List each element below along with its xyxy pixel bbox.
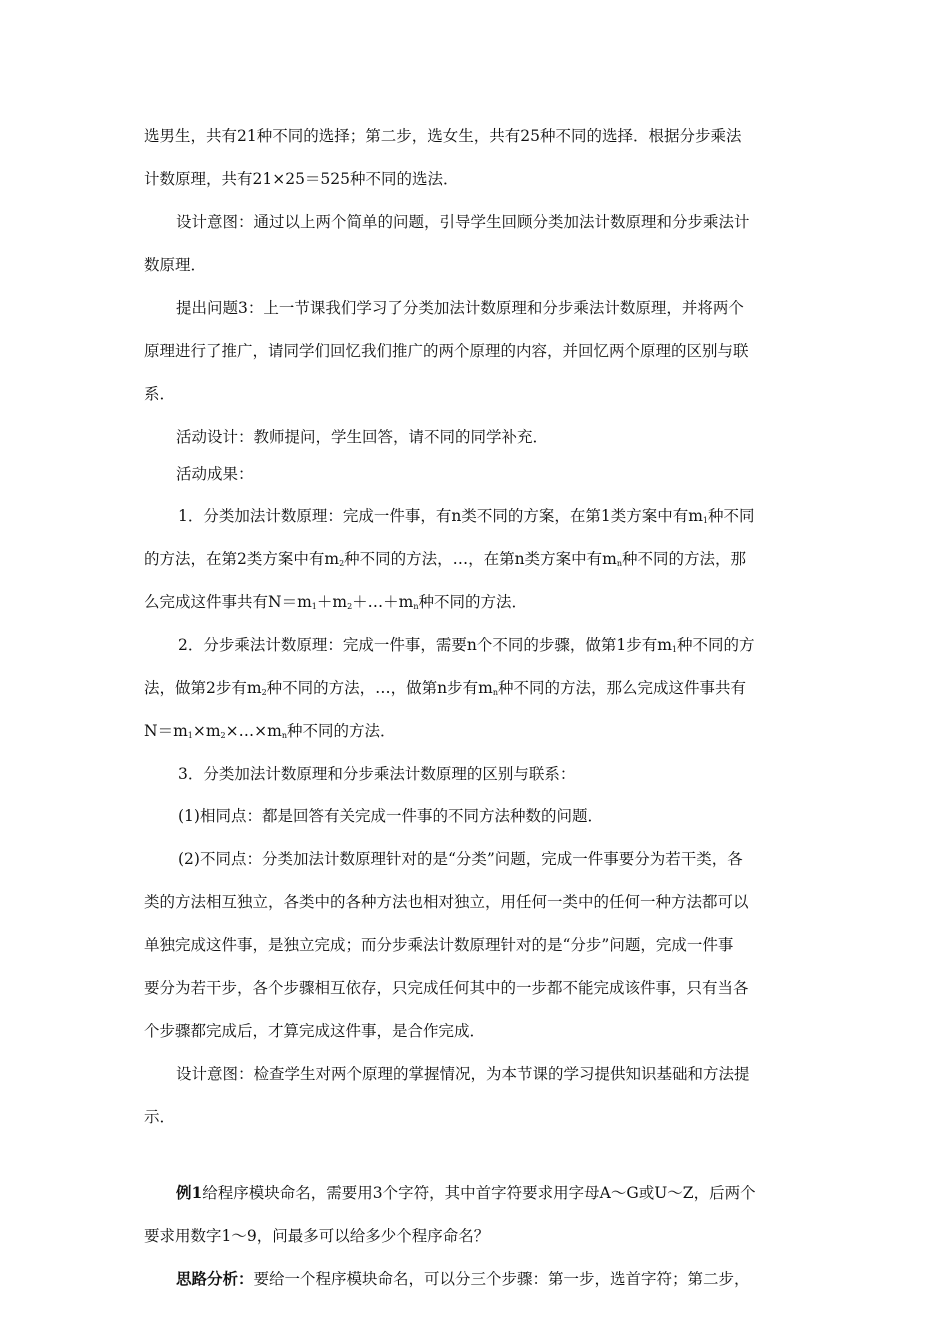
principle-line: 3．分类加法计数原理和分步乘法计数原理的区别与联系：	[178, 765, 576, 783]
analysis-line: 思路分析：要给一个程序模块命名，可以分三个步骤：第一步，选首字符；第二步，	[176, 1269, 750, 1288]
activity-result-heading: 活动成果：	[176, 465, 254, 483]
principle-line: 法，做第2步有$m_2$种不同的方法，…，做第n步有$m_n$种不同的方法，那么完成这件事共有	[144, 679, 747, 697]
example-label: 例1	[176, 1183, 203, 1202]
paragraph-line: 单独完成这件事，是独立完成；而分步乘法计数原理针对的是“分步”问题，完成一件事	[144, 936, 734, 954]
paragraph-line: 示．	[144, 1108, 176, 1126]
design-intent-line: 设计意图：检查学生对两个原理的掌握情况，为本节课的学习提供知识基础和方法提	[176, 1065, 750, 1083]
paragraph-line: 计数原理，共有21×25＝525种不同的选法．	[144, 170, 459, 188]
paragraph-line: 原理进行了推广，请同学们回忆我们推广的两个原理的内容，并回忆两个原理的区别与联	[144, 342, 749, 360]
activity-design-line: 活动设计：教师提问，学生回答，请不同的同学补充．	[176, 428, 549, 446]
paragraph-line: 数原理．	[144, 256, 207, 274]
principle-line: $N=m_1\times m_2\times\dots\times m_n$种不同的方法．	[144, 722, 396, 740]
question-line: 提出问题3：上一节课我们学习了分类加法计数原理和分步乘法计数原理，并将两个	[176, 299, 744, 317]
example-line: 例1给程序模块命名，需要用3个字符，其中首字符要求用字母A～G或U～Z，后两个	[176, 1183, 756, 1202]
similarity-line: (1)相同点：都是回答有关完成一件事的不同方法种数的问题．	[178, 807, 603, 825]
paragraph-line: 类的方法相互独立，各类中的各种方法也相对独立，用任何一类中的任何一种方法都可以	[144, 893, 749, 911]
principle-line: 1．分类加法计数原理：完成一件事，有n类不同的方案，在第1类方案中有$m_1$种不同	[178, 507, 755, 525]
design-intent-line: 设计意图：通过以上两个简单的问题，引导学生回顾分类加法计数原理和分步乘法计	[176, 213, 750, 231]
paragraph-line: 系．	[144, 385, 176, 403]
example-line: 要求用数字1～9，问最多可以给多少个程序命名？	[144, 1227, 490, 1245]
paragraph-line: 要分为若干步，各个步骤相互依存，只完成任何其中的一步都不能完成该件事，只有当各	[144, 979, 749, 997]
paragraph-line: 个步骤都完成后，才算完成这件事，是合作完成．	[144, 1022, 486, 1040]
difference-line: (2)不同点：分类加法计数原理针对的是“分类”问题，完成一件事要分为若干类，各	[178, 850, 743, 868]
analysis-label: 思路分析：	[176, 1269, 254, 1288]
principle-line: 么完成这件事共有$N=m_1+m_2+\dots+m_n$种不同的方法．	[144, 593, 528, 611]
principle-line: 2．分步乘法计数原理：完成一件事，需要n个不同的步骤，做第1步有$m_1$种不同的方	[178, 636, 755, 654]
principle-line: 的方法，在第2类方案中有$m_2$种不同的方法，…，在第n类方案中有$m_n$种不同的方法，那	[144, 550, 747, 568]
paragraph-line: 选男生，共有21种不同的选择；第二步，选女生，共有25种不同的选择．根据分步乘法	[144, 127, 742, 145]
